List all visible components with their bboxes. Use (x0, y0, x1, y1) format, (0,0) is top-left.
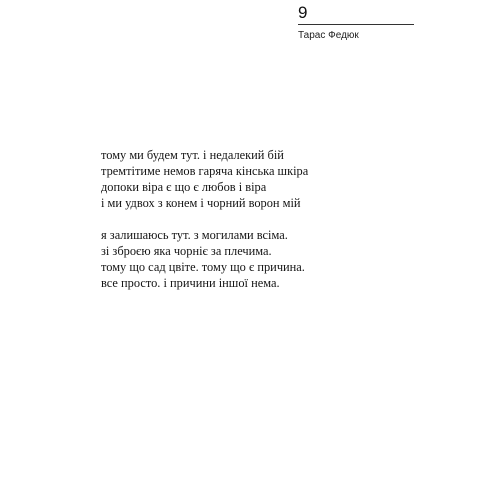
poem-line: і ми удвох з конем і чорний ворон мій (101, 196, 301, 210)
poem-line: тому ми будем тут. і недалекий бій (101, 148, 284, 162)
poem-line: все просто. і причини іншої нема. (101, 276, 280, 290)
stanza-1 (101, 147, 401, 211)
stanza-2 (101, 227, 401, 291)
poem (101, 147, 401, 291)
poem-line: допоки віра є що є любов і віра (101, 180, 267, 194)
poem-line: зі зброєю яка чорніє за плечима. (101, 244, 272, 258)
poem-line: тому що сад цвіте. тому що є причина. (101, 260, 305, 274)
page-number: 9 (298, 3, 308, 22)
poem-line: я залишаюсь тут. з могилами всіма. (101, 228, 288, 242)
author-name: Тарас Федюк (298, 30, 359, 41)
poem-line: тремтітиме немов гаряча кінська шкіра (101, 164, 309, 178)
page-header (298, 0, 414, 42)
header-rule (298, 24, 414, 25)
